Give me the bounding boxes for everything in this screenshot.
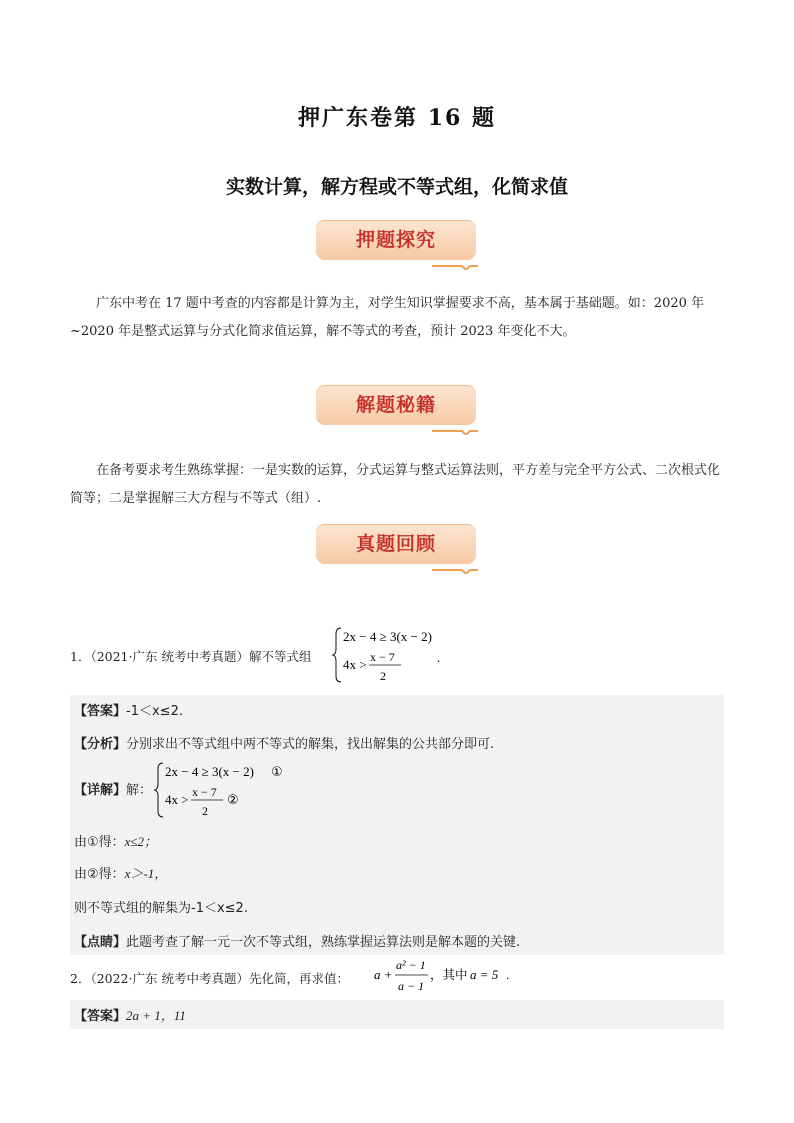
- question-1-system: [333, 624, 453, 686]
- badge-label: 解题秘籍: [355, 394, 436, 416]
- answer-2-row: [74, 1005, 186, 1024]
- mark-2: ②: [227, 793, 239, 808]
- question-2-stem: 2．（2022·广东 统考中考真题）先化简，再求值：: [70, 971, 349, 986]
- detail-ineq-2-lhs: 4x >: [165, 792, 189, 807]
- answer-2-tag: 【答案】: [74, 1009, 127, 1024]
- comment-tag: 【点睛】: [74, 935, 127, 950]
- detail-ineq-2-num: x − 7: [192, 785, 217, 799]
- section-badge-explore: [316, 220, 480, 264]
- intro-paragraph: 广东中考在 17 题中考查的内容都是计算为主，对学生知识掌握要求不高，基本属于基础题。如：2020 年~2020 年是整式运算与分式化简求值运算，解不等式的考查，预计 2023 年变化不大。: [70, 296, 705, 339]
- answer-tag: 【答案】: [74, 704, 127, 719]
- ineq-1: 2x − 4 ≥ 3(x − 2): [343, 629, 432, 644]
- comment-text: 此题考查了解一元一次不等式组，熟练掌握运算法则是解本题的关键.: [126, 935, 521, 950]
- mark-1: ①: [271, 765, 283, 780]
- analysis-text: 分别求出不等式组中两不等式的解集，找出解集的公共部分即可.: [126, 737, 495, 752]
- step-2-label: 由②得：: [74, 867, 125, 882]
- question-2-expression: [374, 954, 534, 998]
- stem-period: .: [437, 650, 441, 665]
- answer-row: [74, 700, 183, 719]
- answer-text: -1＜x≤2.: [126, 704, 183, 719]
- expr-period: .: [506, 967, 510, 982]
- ineq-2-lhs: 4x >: [343, 657, 367, 672]
- step-1-value: x≤2；: [124, 834, 158, 849]
- step-2-value: x＞-1，: [124, 866, 168, 881]
- detail-tag: 【详解】: [74, 783, 127, 798]
- detail-row: [74, 779, 152, 798]
- expr-cond: a = 5: [470, 967, 499, 982]
- expr-middle: ，其中: [430, 967, 468, 982]
- page-title: 押广东卷第 16 题: [298, 105, 496, 131]
- badge-tail-icon: [432, 423, 478, 435]
- answer-2-text: 2a + 1，11: [126, 1008, 186, 1023]
- detail-ineq-2-den: 2: [202, 804, 208, 818]
- badge-tail-icon: [432, 562, 478, 574]
- step-3: 则不等式组的解集为-1＜x≤2.: [74, 901, 248, 916]
- detail-prefix: 解：: [126, 783, 153, 798]
- expr-den: a − 1: [398, 979, 425, 993]
- section-badge-tips: [316, 385, 480, 429]
- ineq-2-num: x − 7: [370, 650, 395, 664]
- section-badge-review: [316, 524, 480, 568]
- comment-row: [74, 931, 520, 950]
- badge-label: 押题探究: [355, 229, 436, 251]
- expr-num: a² − 1: [396, 958, 426, 972]
- tips-paragraph: 在备考要求考生熟练掌握：一是实数的运算，分式运算与整式运算法则，平方差与完全平方公式、二次根式化简等；二是掌握解三大方程与不等式（组）.: [70, 463, 721, 506]
- step-2: [74, 863, 167, 882]
- detail-ineq-1: 2x − 4 ≥ 3(x − 2): [165, 764, 254, 779]
- badge-label: 真题回顾: [355, 533, 436, 555]
- analysis-tag: 【分析】: [74, 737, 127, 752]
- detail-system: [155, 759, 295, 821]
- step-1: [74, 831, 157, 850]
- ineq-2-den: 2: [380, 669, 386, 683]
- badge-tail-icon: [432, 258, 478, 270]
- step-1-label: 由①得：: [74, 835, 125, 850]
- expr-lhs: a +: [374, 967, 393, 982]
- analysis-row: [74, 733, 494, 752]
- page-subtitle: 实数计算，解方程或不等式组，化简求值: [225, 176, 568, 198]
- question-1-stem: 1．（2021·广东 统考中考真题）解不等式组: [70, 649, 312, 664]
